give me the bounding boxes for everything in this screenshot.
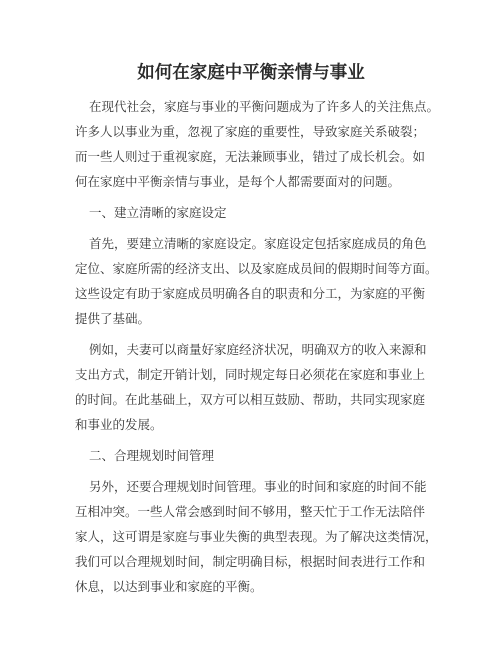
paragraph-line: 互相冲突。一些人常会感到时间不够用，整天忙于工作无法陪伴 <box>75 504 426 519</box>
paragraph-line: 首先，要建立清晰的家庭设定。家庭设定包括家庭成员的角色 <box>89 236 427 251</box>
paragraph-line: 家人，这可谓是家庭与事业失衡的典型表现。为了解决这类情况， <box>75 529 438 544</box>
paragraph-line: 和事业的发展。 <box>75 417 163 432</box>
paragraph-line: 何在家庭中平衡亲情与事业，是每个人都需要面对的问题。 <box>75 174 401 189</box>
paragraph-line: 在现代社会，家庭与事业的平衡问题成为了许多人的关注焦点。 <box>89 99 440 114</box>
paragraph-line: 休息，以达到事业和家庭的平衡。 <box>75 579 263 594</box>
section-heading: 一、建立清晰的家庭设定 <box>89 205 227 220</box>
paragraph-line: 定位、家庭所需的经济支出、以及家庭成员间的假期时间等方面。 <box>75 261 438 276</box>
paragraph-line: 例如，夫妻可以商量好家庭经济状况，明确双方的收入来源和 <box>89 342 427 357</box>
paragraph-line: 另外，还要合理规划时间管理。事业的时间和家庭的时间不能 <box>89 479 427 494</box>
paragraph-line: 许多人以事业为重，忽视了家庭的重要性，导致家庭关系破裂； <box>75 124 426 139</box>
paragraph-line: 我们可以合理规划时间，制定明确目标，根据时间表进行工作和 <box>75 554 426 569</box>
document-title: 如何在家庭中平衡亲情与事业 <box>137 63 365 83</box>
paragraph-line: 的时间。在此基础上，双方可以相互鼓励、帮助，共同实现家庭 <box>75 392 426 407</box>
section-heading: 二、合理规划时间管理 <box>89 448 215 463</box>
paragraph-line: 提供了基础。 <box>75 311 151 326</box>
paragraph-line: 支出方式，制定开销计划，同时规定每日必须花在家庭和事业上 <box>75 367 426 382</box>
paragraph-line: 而一些人则过于重视家庭，无法兼顾事业，错过了成长机会。如 <box>75 149 426 164</box>
paragraph-line: 这些设定有助于家庭成员明确各自的职责和分工，为家庭的平衡 <box>75 286 426 301</box>
